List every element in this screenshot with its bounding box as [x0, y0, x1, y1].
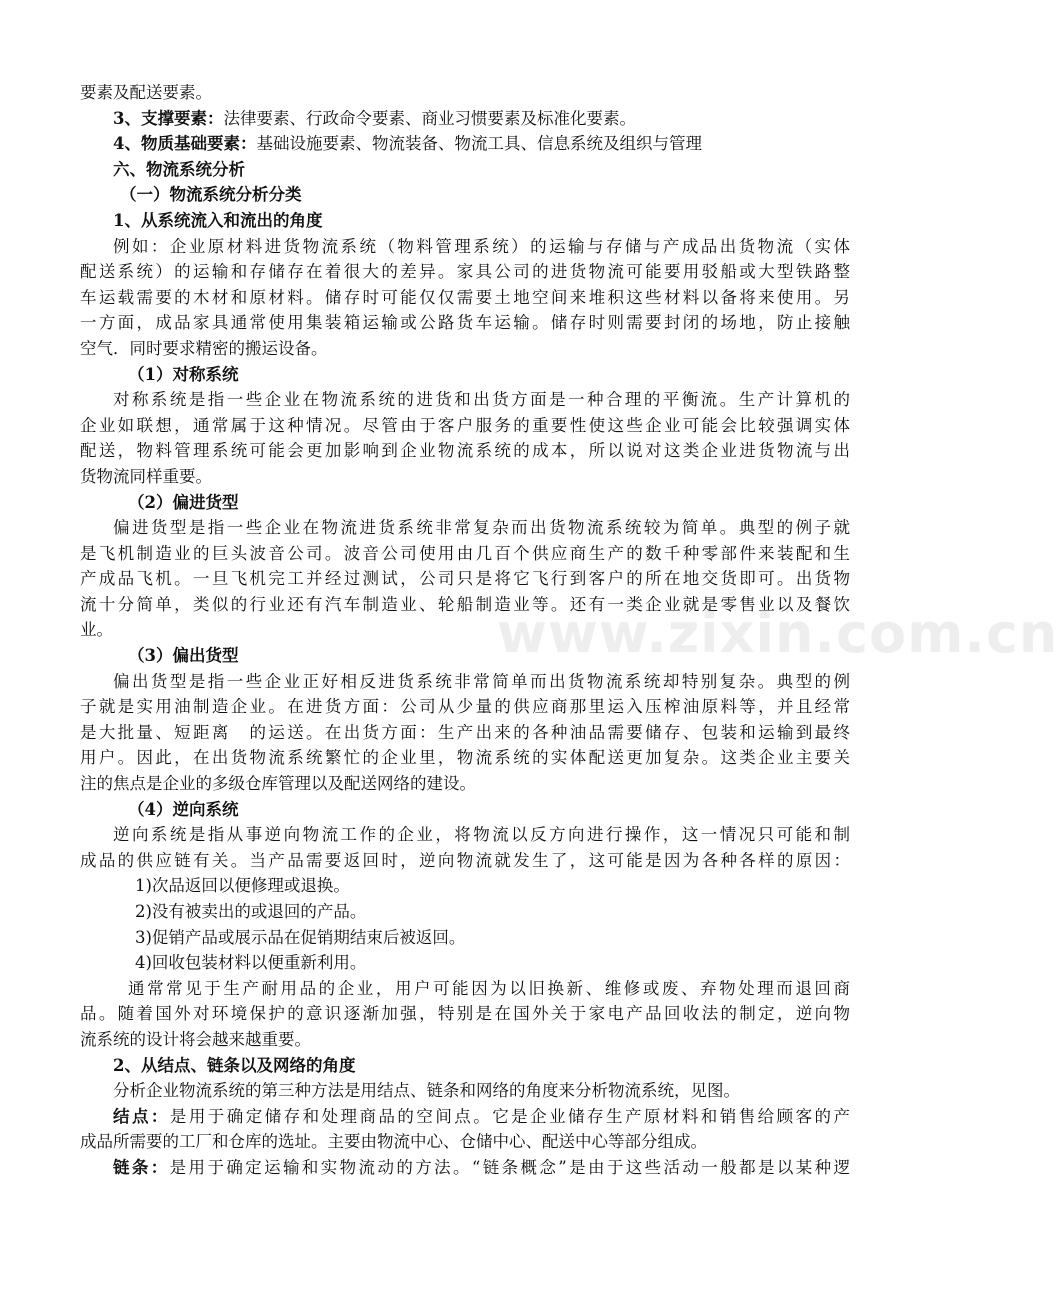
- line-text: 企业如联想，通常属于这种情况。尽管由于客户服务的重要性使这些企业可能会比较强调实体: [80, 415, 850, 435]
- line-text: 要素及配送要素。: [80, 83, 212, 102]
- line-text: 逆向系统是指从事逆向物流工作的企业，将物流以反方向进行操作，这一情况只可能和制: [113, 825, 850, 845]
- text-line: [80, 464, 850, 490]
- text-line: [80, 950, 850, 976]
- watermark: www.zixin.com.cn: [497, 602, 1058, 665]
- line-text: 是飞机制造业的巨头波音公司。波音公司使用由几百个供应商生产的数千种零部件来装配和生: [80, 543, 850, 563]
- text-line: [80, 745, 850, 771]
- line-text: 品。随着国外对环境保护的意识逐渐加强，特别是在国外关于家电产品回收法的制定，逆向物: [80, 1004, 850, 1024]
- line-text: 法律要素、行政命令要素、商业习惯要素及标准化要素。: [223, 108, 636, 128]
- line-text: 子就是实用油制造企业。在进货方面：公司从少量的供应商那里运入压榨油原料等，并且经常: [80, 697, 850, 717]
- line-heading: 3、支撑要素：: [113, 108, 224, 128]
- line-text: 偏出货型是指一些企业正好相反进货系统非常简单而出货物流系统却特别复杂。典型的例: [113, 671, 850, 691]
- line-text: 分析企业物流系统的第三种方法是用结点、链条和网络的角度来分析物流系统，见图。: [113, 1081, 740, 1101]
- line-text: 是用于确定储存和处理商品的空间点。它是企业储存生产原材料和销售给顾客的产: [169, 1106, 851, 1126]
- text-line: [80, 1053, 850, 1079]
- line-text: 2)没有被卖出的或退回的产品。: [135, 902, 367, 921]
- line-heading: （一）物流系统分析分类: [120, 185, 302, 205]
- line-text: 例如：企业原材料进货物流系统（物料管理系统）的运输与存储与产成品出货物流（实体: [113, 236, 850, 256]
- line-heading: 4、物质基础要素：: [113, 134, 257, 154]
- line-text: 配送系统）的运输和存储存在着很大的差异。家具公司的进货物流可能要用驳船或大型铁路整: [80, 262, 850, 282]
- line-text: 是大批量、短距离 的运送。在出货方面：生产出来的各种油品需要储存、包装和运输到最终: [80, 722, 850, 742]
- text-line: [80, 413, 850, 439]
- line-text: 一方面，成品家具通常使用集装箱运输或公路货车运输。储存时则需要封闭的场地，防止接触: [80, 313, 850, 333]
- text-line: [80, 976, 850, 1002]
- line-text: 流十分简单，类似的行业还有汽车制造业、轮船制造业等。还有一类企业就是零售业以及餐饮: [80, 594, 850, 614]
- line-text: 4)回收包装材料以便重新利用。: [135, 953, 367, 973]
- text-line: [80, 157, 850, 183]
- text-line: [80, 669, 850, 695]
- text-line: [80, 771, 850, 797]
- line-heading: （1）对称系统: [128, 364, 239, 384]
- text-line: [80, 873, 850, 899]
- document-page: [80, 80, 850, 1181]
- line-text: 3)促销产品或展示品在促销期结束后被返回。: [135, 927, 466, 947]
- text-line: [80, 1001, 850, 1027]
- line-text: 是用于确定运输和实物流动的方法。“链条概念”是由于这些活动一般都是以某种逻: [169, 1157, 851, 1177]
- line-text: 业。: [80, 620, 113, 640]
- text-line: [80, 592, 850, 618]
- line-heading: （2）偏进货型: [128, 492, 239, 512]
- line-text: 车运载需要的木材和原材料。储存时可能仅仅需要土地空间来堆积这些材料以备将来使用。另: [80, 287, 850, 307]
- text-line: [80, 490, 850, 516]
- text-line: [80, 1104, 850, 1130]
- line-heading: （3）偏出货型: [128, 646, 239, 666]
- text-line: [80, 310, 850, 336]
- line-text: 空气．同时要求精密的搬运设备。: [80, 338, 328, 358]
- text-line: [80, 259, 850, 285]
- text-line: [80, 336, 850, 362]
- line-text: 用户。因此，在出货物流系统繁忙的企业里，物流系统的实体配送更加复杂。这类企业主要关: [80, 748, 850, 768]
- text-line: [80, 899, 850, 925]
- text-line: [80, 720, 850, 746]
- line-text: 流系统的设计将会越来越重要。: [80, 1029, 311, 1049]
- line-heading: 六、物流系统分析: [113, 159, 245, 179]
- text-line: [80, 182, 850, 208]
- text-line: [80, 106, 850, 132]
- text-line: [80, 1027, 850, 1053]
- line-heading: （4）逆向系统: [128, 799, 239, 819]
- line-text: 产成品飞机。一旦飞机完工并经过测试，公司只是将它飞行到客户的所在地交货即可。出货物: [80, 569, 850, 589]
- line-text: 成品所需要的工厂和仓库的选址。主要由物流中心、仓储中心、配送中心等部分组成。: [80, 1132, 707, 1152]
- line-text: 偏进货型是指一些企业在物流进货系统非常复杂而出货物流系统较为简单。典型的例子就: [113, 518, 850, 538]
- text-line: [80, 617, 850, 643]
- line-text: 配送，物料管理系统可能会更加影响到企业物流系统的成本，所以说对这类企业进货物流与出: [80, 441, 850, 461]
- line-heading: 1、从系统流入和流出的角度: [113, 210, 323, 230]
- line-text: 对称系统是指一些企业在物流系统的进货和出货方面是一种合理的平衡流。生产计算机的: [113, 390, 850, 410]
- line-text: 注的焦点是企业的多级仓库管理以及配送网络的建设。: [80, 774, 476, 794]
- text-line: [80, 362, 850, 388]
- text-line: [80, 234, 850, 260]
- text-line: [80, 1078, 850, 1104]
- line-text: 货物流同样重要。: [80, 466, 212, 486]
- text-line: [80, 387, 850, 413]
- text-line: [80, 643, 850, 669]
- text-line: [80, 566, 850, 592]
- text-line: [80, 515, 850, 541]
- text-line: [80, 1155, 850, 1181]
- text-line: [80, 1129, 850, 1155]
- text-line: [80, 925, 850, 951]
- text-line: [80, 797, 850, 823]
- text-line: [80, 541, 850, 567]
- text-line: [80, 80, 850, 106]
- text-line: [80, 438, 850, 464]
- line-text: 成品的供应链有关。当产品需要返回时，逆向物流就发生了，这可能是因为各种各样的原因：: [80, 850, 850, 870]
- line-text: 1)次品返回以便修理或退换。: [135, 876, 350, 896]
- line-text: 基础设施要素、物流装备、物流工具、信息系统及组织与管理: [256, 134, 702, 154]
- line-heading: 2、从结点、链条以及网络的角度: [113, 1055, 356, 1075]
- line-heading: 结点：: [113, 1106, 170, 1126]
- line-text: 通常常见于生产耐用品的企业，用户可能因为以旧换新、维修或废、弃物处理而退回商: [128, 978, 850, 998]
- text-line: [80, 285, 850, 311]
- text-line: [80, 848, 850, 874]
- text-line: [80, 822, 850, 848]
- text-line: [80, 131, 850, 157]
- line-heading: 链条：: [113, 1157, 170, 1177]
- text-line: [80, 208, 850, 234]
- text-line: [80, 694, 850, 720]
